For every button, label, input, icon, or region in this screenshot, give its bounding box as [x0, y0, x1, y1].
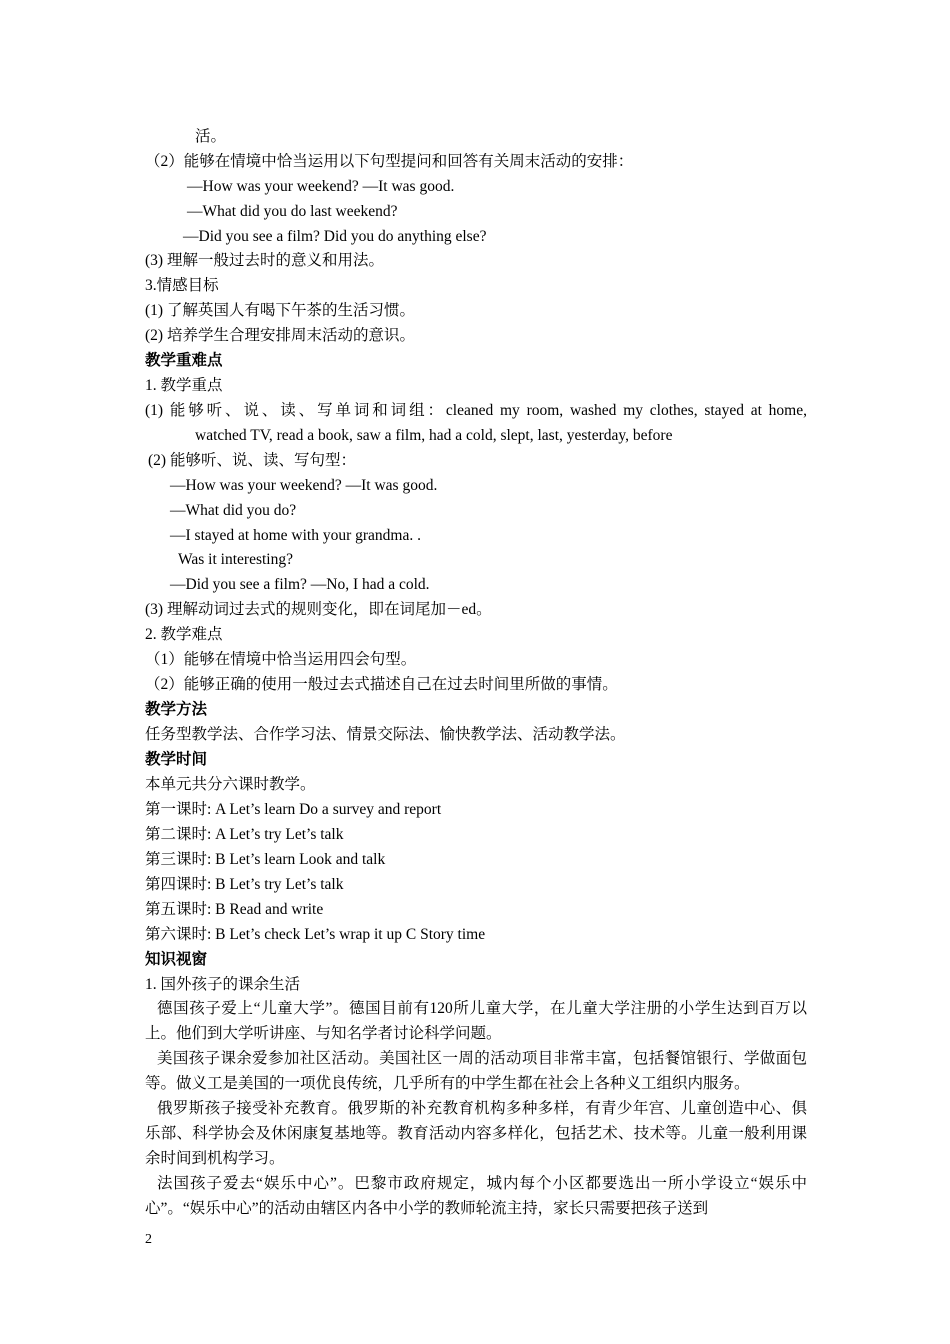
text-line: watched TV, read a book, saw a film, had a cold, slept, last, yesterday, before: [195, 427, 673, 444]
lesson-item: 第二课时: A Let’s try Let’s talk: [145, 826, 344, 843]
text-line: （2）能够正确的使用一般过去式描述自己在过去时间里所做的事情。: [145, 676, 618, 693]
section-heading: 教学方法: [145, 701, 208, 718]
paragraph-russia: 俄罗斯孩子接受补充教育。俄罗斯的补充教育机构多种多样，有青少年宫、儿童创造中心、俱乐部、科学协会及休闲康复基地等。教育活动内容多样化，包括艺术、技术等。儿童一般利用课余时间到机构学习。: [145, 1100, 807, 1167]
text-line: —I stayed at home with your grandma. .: [170, 527, 421, 544]
text-line: 活。: [195, 128, 227, 145]
text-line: Was it interesting?: [178, 551, 293, 568]
text-line: 本单元共分六课时教学。: [145, 776, 316, 793]
lesson-item: 第四课时: B Let’s try Let’s talk: [145, 876, 344, 893]
text-line: —Did you see a film? —No, I had a cold.: [170, 576, 430, 593]
text-line: (1) 了解英国人有喝下午茶的生活习惯。: [145, 302, 415, 319]
section-heading: 知识视窗: [145, 951, 208, 968]
text-line: —What did you do?: [170, 502, 297, 519]
paragraph-france: 法国孩子爱去“娱乐中心”。巴黎市政府规定，城内每个小区都要选出一所小学设立“娱乐中心”。“娱乐中心”的活动由辖区内各中小学的教师轮流主持，家长只需要把孩子送到: [145, 1175, 807, 1217]
lesson-item: 第五课时: B Read and write: [145, 901, 324, 918]
text-line: —How was your weekend? —It was good.: [187, 178, 455, 195]
text-line: （1）能够在情境中恰当运用四会句型。: [145, 651, 417, 668]
lesson-item: 第三课时: B Let’s learn Look and talk: [145, 851, 386, 868]
page-number: 2: [145, 1232, 152, 1247]
text-line: 任务型教学法、合作学习法、情景交际法、愉快教学法、活动教学法。: [145, 726, 626, 743]
section-subheading: 3.情感目标: [145, 277, 219, 294]
lesson-item: 第一课时: A Let’s learn Do a survey and report: [145, 801, 442, 818]
text-line: —What did you do last weekend?: [187, 203, 398, 220]
text-line: (3) 理解一般过去时的意义和用法。: [145, 252, 384, 269]
text-line: (2) 能够听、说、读、写句型：: [148, 452, 356, 469]
section-subheading: 2. 教学难点: [145, 626, 223, 643]
text-line: (1) 能够听、说、读、写单词和词组：cleaned my room, washed my clothes, stayed at home,: [145, 402, 807, 419]
text-line: （2）能够在情境中恰当运用以下句型提问和回答有关周末活动的安排：: [145, 153, 634, 170]
lesson-item: 第六课时: B Let’s check Let’s wrap it up C Story time: [145, 926, 486, 943]
section-subheading: 1. 教学重点: [145, 377, 223, 394]
paragraph-germany: 德国孩子爱上“儿童大学”。德国目前有120所儿童大学，在儿童大学注册的小学生达到百万以上。他们到大学听讲座、与知名学者讨论科学问题。: [145, 1000, 807, 1042]
text-line: —How was your weekend? —It was good.: [170, 477, 438, 494]
section-heading: 教学重难点: [145, 352, 223, 369]
section-subheading: 1. 国外孩子的课余生活: [145, 976, 301, 993]
text-line: —Did you see a film? Did you do anything else?: [183, 228, 487, 245]
text-line: (3) 理解动词过去式的规则变化，即在词尾加－ed。: [145, 601, 492, 618]
section-heading: 教学时间: [145, 751, 208, 768]
text-line: (2) 培养学生合理安排周末活动的意识。: [145, 327, 415, 344]
paragraph-usa: 美国孩子课余爱参加社区活动。美国社区一周的活动项目非常丰富，包括餐馆银行、学做面包等。做义工是美国的一项优良传统，几乎所有的中学生都在社会上各种义工组织内服务。: [145, 1050, 807, 1092]
